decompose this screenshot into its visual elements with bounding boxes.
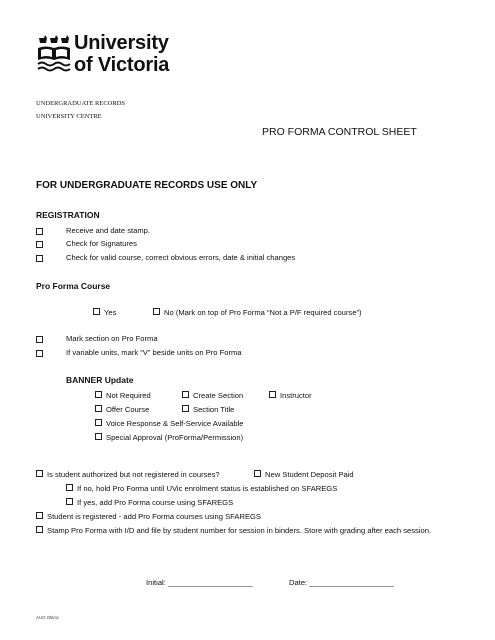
deposit-paid-label: New Student Deposit Paid — [265, 470, 354, 479]
student-registered-option[interactable] — [36, 512, 261, 521]
pro-forma-item-2: If variable units, mark “V” beside units on Pro Forma — [66, 348, 242, 357]
banner-special-approval-option[interactable] — [95, 433, 243, 442]
page-title: PRO FORMA CONTROL SHEET — [262, 126, 417, 138]
checkbox-section-title[interactable] — [182, 405, 189, 412]
checkbox-if-yes[interactable] — [66, 498, 73, 505]
authorized-question-option[interactable] — [36, 470, 220, 479]
initial-line[interactable]: ____________________ — [167, 578, 253, 587]
registration-item-1: Receive and date stamp. — [66, 226, 151, 235]
pro-forma-no-label: No (Mark on top of Pro Forma “Not a P/F required course”) — [164, 308, 362, 317]
checkbox-special-approval[interactable] — [95, 433, 102, 440]
if-no-option[interactable] — [66, 484, 337, 493]
banner-voice-response-option[interactable] — [95, 419, 243, 428]
registration-item-3: Check for valid course, correct obvious errors, date & initial changes — [66, 253, 296, 262]
registration-heading: REGISTRATION — [36, 210, 100, 220]
banner-instructor-option[interactable] — [269, 391, 312, 400]
date-line[interactable]: ____________________ — [309, 578, 394, 587]
banner-offer-course-option[interactable] — [95, 405, 149, 414]
checkbox-receive-date-stamp[interactable] — [36, 228, 43, 235]
pro-forma-course-heading: Pro Forma Course — [36, 281, 111, 291]
registration-item-2: Check for Signatures — [66, 239, 137, 248]
pro-forma-no-option[interactable] — [153, 308, 362, 317]
pro-forma-item-1: Mark section on Pro Forma — [66, 334, 158, 343]
date-field[interactable] — [289, 578, 394, 587]
checkbox-mark-section[interactable] — [36, 336, 43, 343]
checkbox-stamp-pro-forma[interactable] — [36, 526, 43, 533]
banner-create-section-option[interactable] — [182, 391, 243, 400]
banner-update-heading: BANNER Update — [66, 375, 134, 385]
form-revision-code: AUG 05/mc — [36, 615, 60, 620]
checkbox-no[interactable] — [153, 308, 160, 315]
initial-field[interactable] — [146, 578, 252, 587]
checkbox-check-valid-course[interactable] — [36, 255, 43, 262]
checkbox-authorized-not-registered[interactable] — [36, 470, 43, 477]
checkbox-not-required[interactable] — [95, 391, 102, 398]
stamp-pro-forma-label: Stamp Pro Forma with I/D and file by student number for session in binders. Store with grading after each session. — [47, 526, 432, 535]
department-name: UNDERGRADUATE RECORDS — [36, 100, 126, 107]
student-registered-label: Student is registered - add Pro Forma courses using SFAREGS — [47, 512, 261, 521]
university-crest-icon — [36, 34, 72, 78]
checkbox-offer-course[interactable] — [95, 405, 102, 412]
authorized-question-label: Is student authorized but not registered in courses? — [47, 470, 220, 479]
banner-voice-response-label: Voice Response & Self-Service Available — [106, 419, 244, 428]
banner-not-required-label: Not Required — [106, 391, 151, 400]
stamp-pro-forma-option[interactable] — [36, 526, 431, 535]
banner-create-section-label: Create Section — [193, 391, 244, 400]
checkbox-student-registered[interactable] — [36, 512, 43, 519]
deposit-paid-option[interactable] — [254, 470, 354, 479]
university-logo — [36, 30, 186, 82]
banner-section-title-label: Section Title — [193, 405, 235, 414]
if-yes-label: If yes, add Pro Forma course using SFAREGS — [77, 498, 234, 507]
pro-forma-yes-option[interactable] — [93, 308, 116, 317]
checkbox-instructor[interactable] — [269, 391, 276, 398]
banner-not-required-option[interactable] — [95, 391, 151, 400]
section-heading: FOR UNDERGRADUATE RECORDS USE ONLY — [36, 180, 258, 191]
banner-section-title-option[interactable] — [182, 405, 234, 414]
department-location: UNIVERSITY CENTRE — [36, 113, 102, 120]
checkbox-if-no[interactable] — [66, 484, 73, 491]
checkbox-check-signatures[interactable] — [36, 241, 43, 248]
logo-line-university: University — [74, 32, 169, 54]
initial-label: Initial: — [146, 578, 166, 587]
date-label: Date: — [289, 578, 308, 587]
checkbox-variable-units[interactable] — [36, 350, 43, 357]
checkbox-deposit-paid[interactable] — [254, 470, 261, 477]
checkbox-voice-response[interactable] — [95, 419, 102, 426]
banner-special-approval-label: Special Approval (ProForma/Permission) — [106, 433, 244, 442]
if-yes-option[interactable] — [66, 498, 233, 507]
banner-instructor-label: Instructor — [280, 391, 312, 400]
pro-forma-yes-label: Yes — [104, 308, 117, 317]
if-no-label: If no, hold Pro Forma until UVic enrolment status is established on SFAREGS — [77, 484, 338, 493]
logo-line-of-victoria: of Victoria — [74, 54, 170, 76]
checkbox-create-section[interactable] — [182, 391, 189, 398]
checkbox-yes[interactable] — [93, 308, 100, 315]
banner-offer-course-label: Offer Course — [106, 405, 150, 414]
